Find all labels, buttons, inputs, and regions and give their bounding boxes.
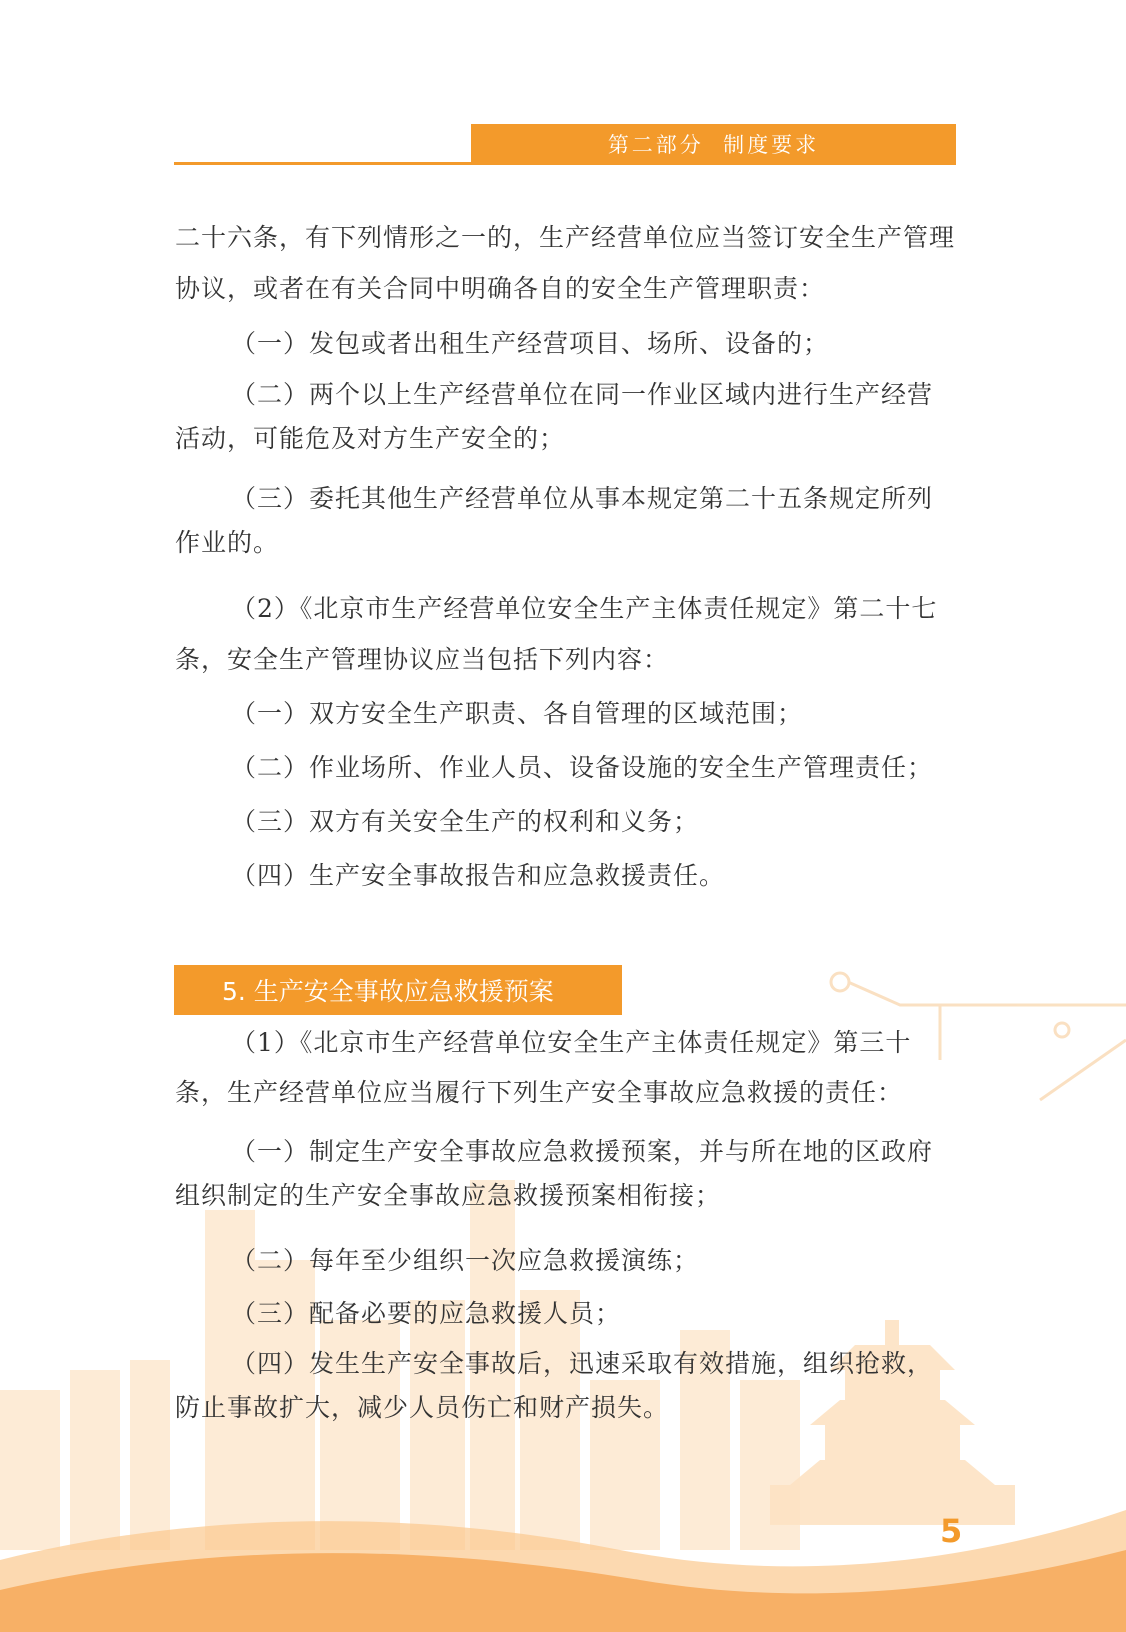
paragraph: 二十六条，有下列情形之一的，生产经营单位应当签订安全生产管理协议，或者在有关合同中明确各自的安全生产管理职责： xyxy=(175,223,956,303)
list-item: （三）双方有关安全生产的权利和义务； xyxy=(231,807,700,836)
section-heading-text: 5. 生产安全事故应急救援预案 xyxy=(222,977,554,1006)
header-section-label: 第二部分 制度要求 xyxy=(607,133,820,157)
text-block-2 xyxy=(175,583,955,901)
list-item: （四）生产安全事故报告和应急救援责任。 xyxy=(231,861,726,890)
list-item: （二）两个以上生产经营单位在同一作业区域内进行生产经营活动，可能危及对方生产安全的； xyxy=(175,380,934,453)
list-item: （一）发包或者出租生产经营项目、场所、设备的； xyxy=(231,329,830,358)
list-item: （二）每年至少组织一次应急救援演练； xyxy=(231,1246,700,1275)
list-item: （一）双方安全生产职责、各自管理的区域范围； xyxy=(231,699,804,728)
paragraph: （1）《北京市生产经营单位安全生产主体责任规定》第三十条，生产经营单位应当履行下列生产安全事故应急救援的责任： xyxy=(175,1028,912,1107)
list-item: （三）配备必要的应急救援人员； xyxy=(231,1299,622,1328)
list-item: （二）作业场所、作业人员、设备设施的安全生产管理责任； xyxy=(231,753,934,782)
text-block-3 xyxy=(175,1018,955,1430)
header-section-tab xyxy=(471,124,956,164)
paragraph: （2）《北京市生产经营单位安全生产主体责任规定》第二十七条，安全生产管理协议应当包括下列内容： xyxy=(175,594,938,674)
list-item: （一）制定生产安全事故应急救援预案，并与所在地的区政府组织制定的生产安全事故应急救援预案相衔接； xyxy=(175,1137,934,1210)
section-heading xyxy=(174,965,622,1015)
text-block-1 xyxy=(175,212,955,565)
page-number: 5 xyxy=(940,1512,963,1550)
list-item: （三）委托其他生产经营单位从事本规定第二十五条规定所列作业的。 xyxy=(175,484,934,557)
list-item: （四）发生生产安全事故后，迅速采取有效措施，组织抢救，防止事故扩大，减少人员伤亡和财产损失。 xyxy=(175,1349,934,1422)
